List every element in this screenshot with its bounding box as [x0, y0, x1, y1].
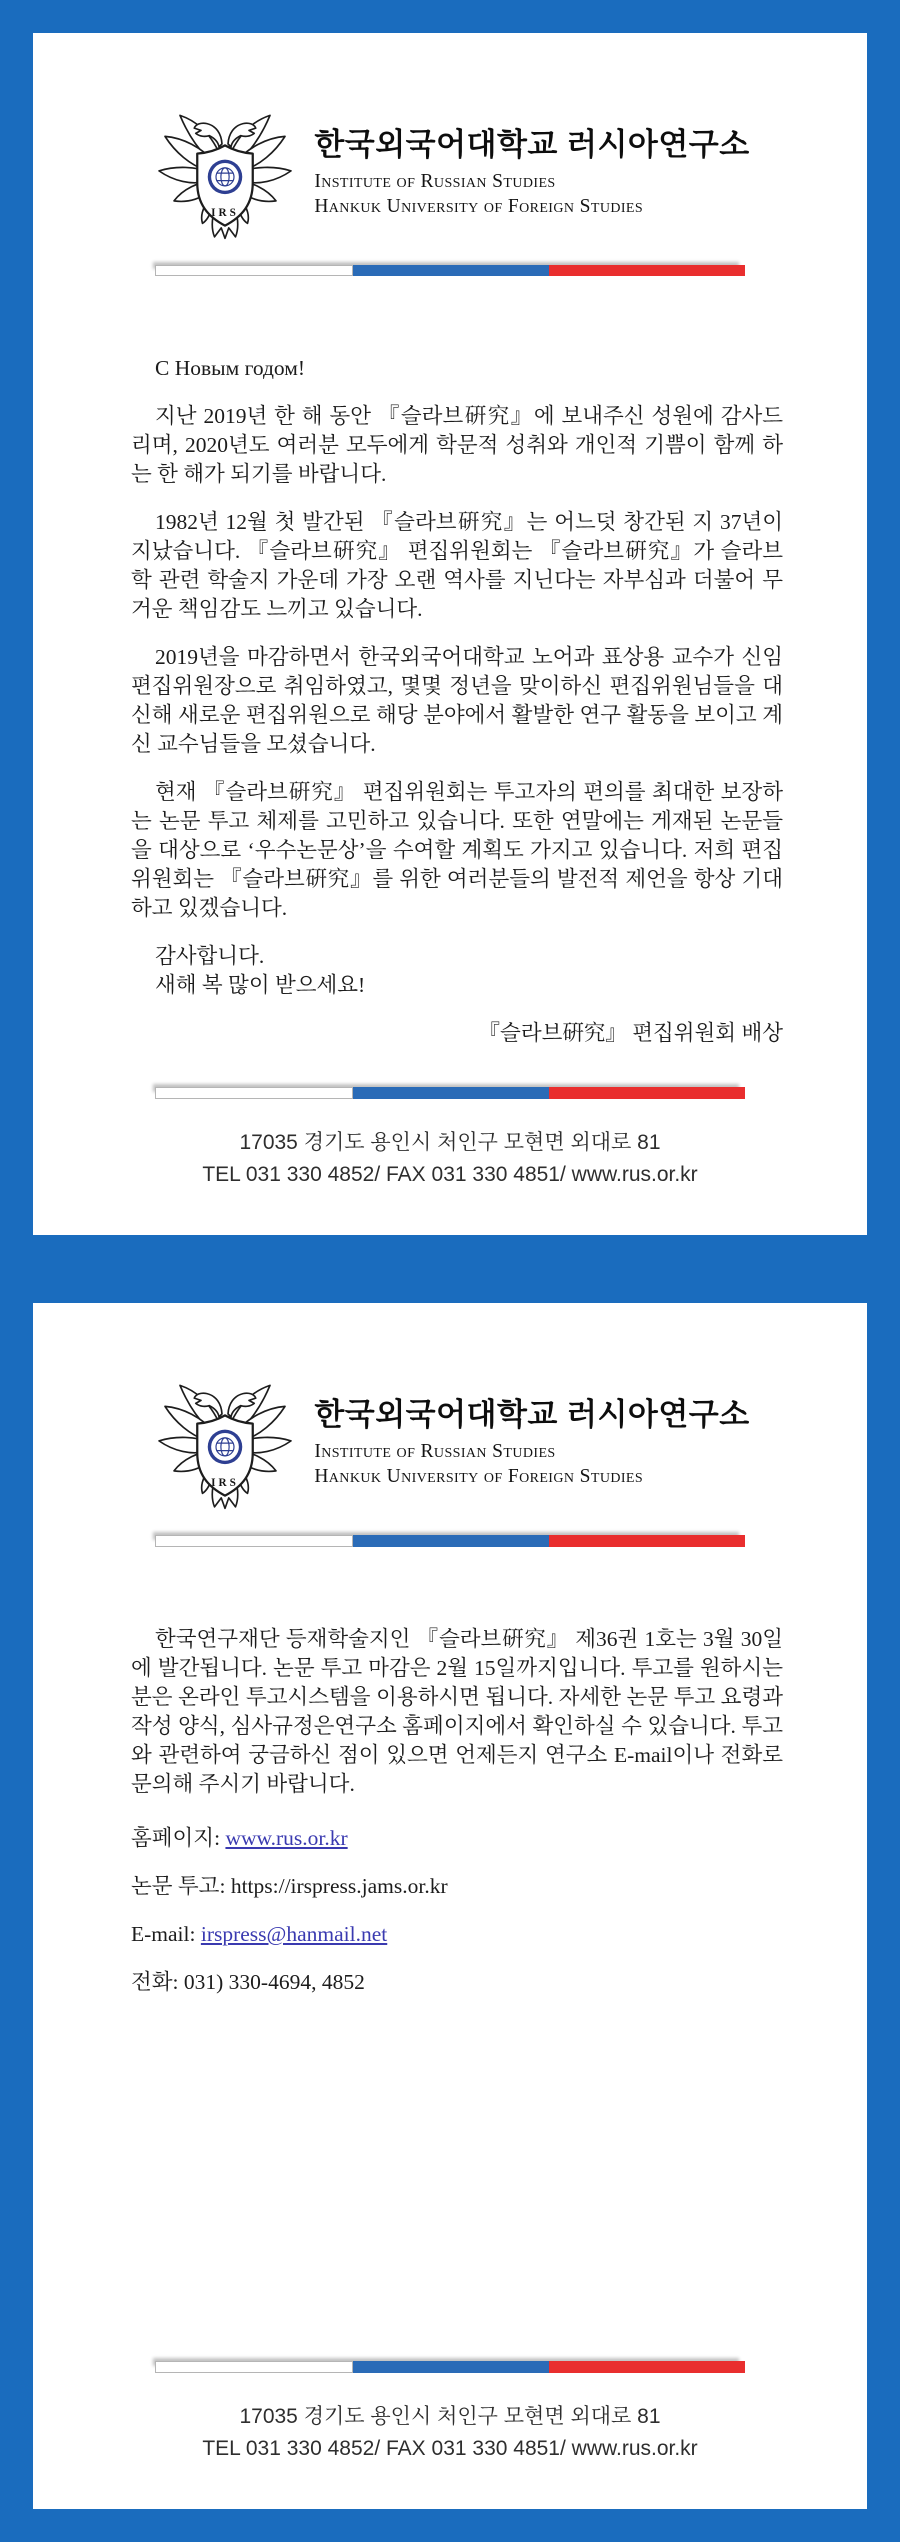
- double-headed-eagle-icon: [150, 1363, 300, 1515]
- email-link[interactable]: irspress@hanmail.net: [200, 1922, 388, 1946]
- russian-flag-divider: [155, 1087, 745, 1099]
- institute-title-english: [314, 170, 749, 220]
- submission-url: https://irspress.jams.or.kr: [230, 1874, 448, 1898]
- flag-red-segment: [549, 1087, 745, 1099]
- letter-paragraph: 2019년을 마감하면서 한국외국어대학교 노어과 표상용 교수가 신임 편집위원장으로 취임하였고, 몇몇 정년을 맞이하신 편집위원님들을 대신해 새로운 편집위원으로 해당 분야에서 활발한 연구 활동을 보이고 계신 교수님들을 모셨습니다.: [131, 645, 783, 756]
- flag-white-segment: [155, 2361, 353, 2373]
- flag-white-segment: [155, 265, 353, 276]
- institute-header: [33, 1303, 867, 1515]
- letter-paragraph: 한국연구재단 등재학술지인 『슬라브硏究』 제36권 1호는 3월 30일에 발간됩니다. 논문 투고 마감은 2월 15일까지입니다. 투고를 원하시는 분은 온라인 투고시스템을 이용하시면 됩니다. 자세한 논문 투고 요령과 작성 양식, 심사규정은연구소 홈페이지에서 확인하실 수 있습니다. 투고와 관련하여 궁금하신 점이 있으면 언제든지 연구소 E-mail이나 전화로 문의해 주시기 바랍니다.: [131, 1627, 783, 1796]
- footer-tel-fax-web: TEL 031 330 4852/ FAX 031 330 4851/ www.rus.or.kr: [202, 1163, 698, 1186]
- institute-header-text: [314, 1389, 749, 1490]
- institute-en-line2: Hankuk University of Foreign Studies: [314, 195, 644, 217]
- flag-blue-segment: [353, 2361, 549, 2373]
- closing-newyear-wish: 새해 복 많이 받으세요!: [155, 973, 366, 997]
- flag-blue-segment: [353, 1535, 549, 1547]
- institute-en-line1: Institute of Russian Studies: [314, 170, 556, 192]
- flag-red-segment: [549, 1535, 745, 1547]
- footer-address-block: [33, 2401, 867, 2465]
- greeting-letter-body: [33, 276, 867, 1067]
- institute-title-korean: 한국외국어대학교 러시아연구소: [314, 126, 750, 162]
- logo-irs-text: IRS: [211, 206, 240, 219]
- letter-card-submission: [33, 1303, 867, 2509]
- flag-blue-segment: [353, 265, 549, 276]
- editorial-board-signature: 『슬라브硏究』 편집위원회 배상: [478, 1021, 783, 1045]
- flag-blue-segment: [353, 1087, 549, 1099]
- institute-header: [33, 33, 867, 245]
- contact-row-phone: [131, 1968, 783, 1997]
- homepage-label: 홈페이지:: [131, 1826, 221, 1850]
- flag-red-segment: [549, 2361, 745, 2373]
- footer-tel-fax-web: TEL 031 330 4852/ FAX 031 330 4851/ www.rus.or.kr: [202, 2437, 698, 2460]
- card-footer-block: [33, 2341, 867, 2509]
- footer-address: 17035 경기도 용인시 처인구 모현면 외대로 81: [239, 1131, 661, 1154]
- institute-title-korean: 한국외국어대학교 러시아연구소: [314, 1396, 750, 1432]
- double-headed-eagle-icon: [150, 93, 300, 245]
- institute-logo: [150, 1363, 300, 1515]
- logo-irs-text: IRS: [211, 1476, 240, 1489]
- letter-card-greeting: [33, 33, 867, 1235]
- flag-red-segment: [549, 265, 745, 276]
- institute-title-english: [314, 1440, 749, 1490]
- institute-en-line2: Hankuk University of Foreign Studies: [314, 1465, 644, 1487]
- russian-flag-divider: [155, 2361, 745, 2373]
- flag-white-segment: [155, 1087, 353, 1099]
- email-label: E-mail:: [131, 1922, 196, 1946]
- russian-greeting: С Новым годом!: [155, 356, 306, 380]
- russian-flag-divider: [155, 1535, 745, 1547]
- footer-address: 17035 경기도 용인시 처인구 모현면 외대로 81: [239, 2405, 661, 2428]
- phone-number: 031) 330-4694, 4852: [183, 1970, 365, 1994]
- flag-white-segment: [155, 1535, 353, 1547]
- letter-paragraph: 지난 2019년 한 해 동안 『슬라브硏究』에 보내주신 성원에 감사드리며, 2020년도 여러분 모두에게 학문적 성취와 개인적 기쁨이 함께 하는 한 해가 되기를 바랍니다.: [131, 404, 783, 486]
- russian-flag-divider: [155, 265, 745, 276]
- contact-row-homepage: [131, 1824, 783, 1853]
- contact-row-email: [131, 1920, 783, 1949]
- closing-thanks: 감사합니다.: [155, 944, 265, 968]
- homepage-link[interactable]: www.rus.or.kr: [225, 1826, 348, 1850]
- card-footer-block: [33, 1067, 867, 1235]
- institute-logo: [150, 93, 300, 245]
- letter-paragraph: 1982년 12월 첫 발간된 『슬라브硏究』는 어느덧 창간된 지 37년이 지났습니다. 『슬라브硏究』 편집위원회는 『슬라브硏究』가 슬라브학 관련 학술지 가운데 가장 오랜 역사를 지닌다는 자부심과 더불어 무거운 책임감도 느끼고 있습니다.: [131, 510, 783, 621]
- contact-row-submission: [131, 1872, 783, 1901]
- institute-header-text: [314, 119, 749, 220]
- contact-list: [33, 1818, 867, 2016]
- institute-en-line1: Institute of Russian Studies: [314, 1440, 556, 1462]
- submission-letter-body: [33, 1547, 867, 1818]
- phone-label: 전화:: [131, 1970, 179, 1994]
- submission-label: 논문 투고:: [131, 1874, 226, 1898]
- footer-address-block: [33, 1127, 867, 1191]
- letter-paragraph: 현재 『슬라브硏究』 편집위원회는 투고자의 편의를 최대한 보장하는 논문 투고 체제를 고민하고 있습니다. 또한 연말에는 게재된 논문들을 대상으로 ‘우수논문상’을 수여할 계획도 가지고 있습니다. 저희 편집위원회는 『슬라브硏究』를 위한 여러분들의 발전적 제언을 항상 기대하고 있겠습니다.: [131, 780, 783, 920]
